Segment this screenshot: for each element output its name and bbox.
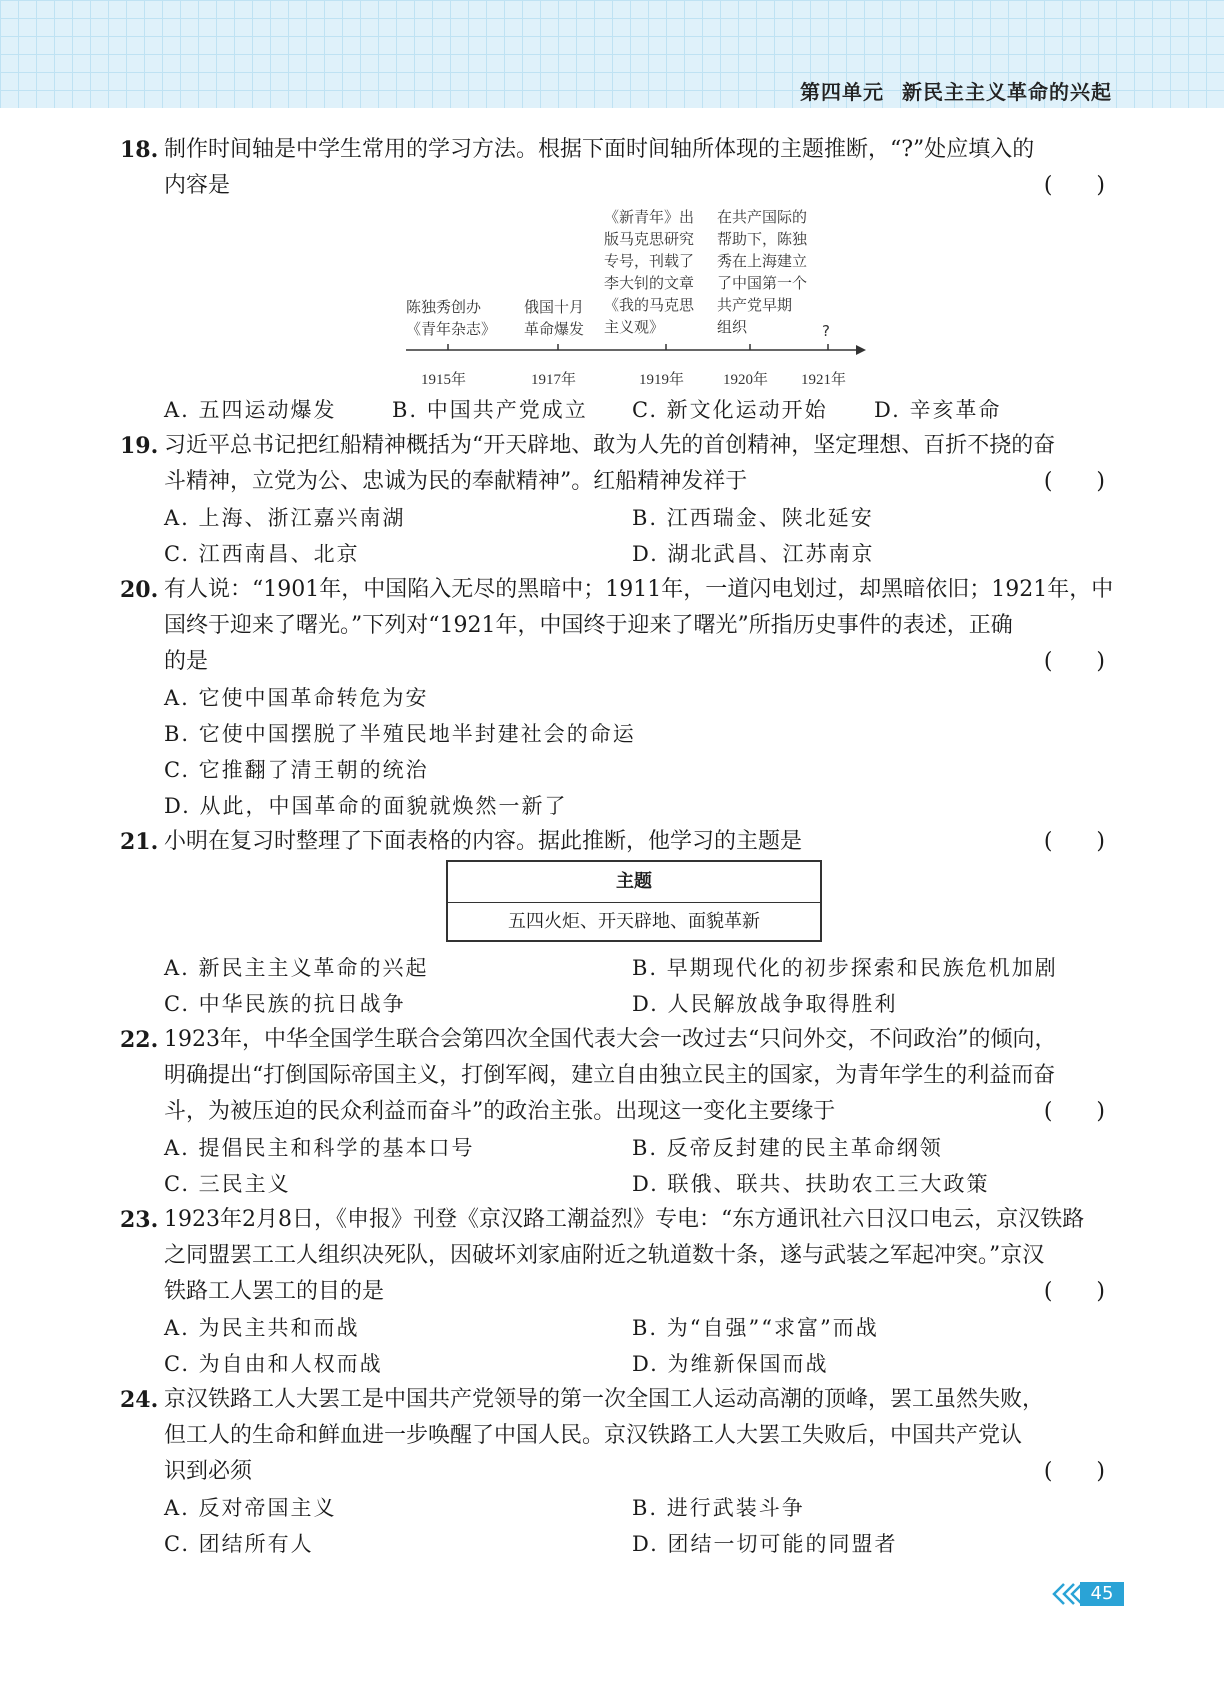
page-number: 45 <box>1080 1582 1124 1606</box>
question-number: 20. <box>120 577 159 603</box>
option-a[interactable]: A. 反对帝国主义 <box>164 1496 337 1520</box>
unit-title <box>800 76 1112 105</box>
option-d[interactable]: D. 团结一切可能的同盟者 <box>632 1532 898 1556</box>
question-22 <box>120 1022 1105 1130</box>
question-text: 制作时间轴是中学生常用的学习方法。根据下面时间轴所体现的主题推断，“?”处应填入的 <box>164 137 1035 162</box>
option-a[interactable]: A. 它使中国革命转危为安 <box>164 686 429 710</box>
question-text: 斗，为被压迫的民众利益而奋斗”的政治主张。出现这一变化主要缘于 <box>164 1099 836 1124</box>
timeline-label-1915: 陈独秀创办 《青年杂志》 <box>406 298 497 338</box>
question-18 <box>120 132 1105 204</box>
question-text: 但工人的生命和鲜血进一步唤醒了中国人民。京汉铁路工人大罢工失败后，中国共产党认 <box>164 1423 1023 1448</box>
option-d[interactable]: D. 人民解放战争取得胜利 <box>632 992 898 1016</box>
question-text: 1923年2月8日，《申报》刊登《京汉路工潮益烈》专电：“东方通讯社六日汉口电云，京汉铁路 <box>164 1207 1085 1232</box>
question-number: 19. <box>120 433 159 459</box>
option-b[interactable]: B. 中国共产党成立 <box>392 398 588 422</box>
option-a[interactable]: A. 提倡民主和科学的基本口号 <box>164 1136 475 1160</box>
question-text: 国终于迎来了曙光。”下列对“1921年，中国终于迎来了曙光”所指历史事件的表述，正确 <box>164 613 1013 638</box>
timeline-year: 1919年 <box>639 372 685 388</box>
timeline-label-unknown: ? <box>822 322 830 340</box>
table-header: 主题 <box>448 862 820 903</box>
answer-blank[interactable]: ( ) <box>1043 173 1105 198</box>
option-d[interactable]: D. 湖北武昌、江苏南京 <box>632 542 875 566</box>
unit-number: 第四单元 <box>800 80 884 104</box>
timeline-year: 1917年 <box>531 372 577 388</box>
answer-blank[interactable]: ( ) <box>1043 1099 1105 1124</box>
answer-blank[interactable]: ( ) <box>1043 649 1105 674</box>
question-text: 铁路工人罢工的目的是 <box>164 1279 385 1304</box>
option-c[interactable]: C. 新文化运动开始 <box>632 398 828 422</box>
option-c[interactable]: C. 为自由和人权而战 <box>164 1352 383 1376</box>
option-b[interactable]: B. 为“自强”“求富”而战 <box>632 1316 879 1340</box>
question-19 <box>120 428 1105 500</box>
question-text: 斗精神，立党为公、忠诚为民的奉献精神”。红船精神发祥于 <box>164 469 748 494</box>
timeline-year: 1915年 <box>421 372 467 388</box>
timeline-axis <box>400 340 870 360</box>
option-b[interactable]: B. 江西瑞金、陕北延安 <box>632 506 874 530</box>
question-text: 习近平总书记把红船精神概括为“开天辟地、敢为人先的首创精神，坚定理想、百折不挠的奋 <box>164 433 1056 458</box>
option-d[interactable]: D. 从此，中国革命的面貌就焕然一新了 <box>164 794 568 818</box>
question-text: 的是 <box>164 649 209 674</box>
question-text: 小明在复习时整理了下面表格的内容。据此推断，他学习的主题是 <box>164 829 803 854</box>
question-text: 明确提出“打倒国际帝国主义，打倒军阀，建立自由独立民主的国家，为青年学生的利益而奋 <box>164 1063 1056 1088</box>
question-text: 京汉铁路工人大罢工是中国共产党领导的第一次全国工人运动高潮的顶峰，罢工虽然失败， <box>164 1387 1045 1412</box>
question-number: 21. <box>120 829 159 855</box>
option-d[interactable]: D. 联俄、联共、扶助农工三大政策 <box>632 1172 990 1196</box>
option-b[interactable]: B. 进行武装斗争 <box>632 1496 805 1520</box>
question-23 <box>120 1202 1105 1310</box>
option-b[interactable]: B. 它使中国摆脱了半殖民地半封建社会的命运 <box>164 722 636 746</box>
question-number: 22. <box>120 1027 159 1053</box>
option-d[interactable]: D. 辛亥革命 <box>874 398 1002 422</box>
question-text: 1923年，中华全国学生联合会第四次全国代表大会一改过去“只问外交，不问政治”的倾向， <box>164 1027 1057 1052</box>
option-a[interactable]: A. 五四运动爆发 <box>164 398 337 422</box>
answer-blank[interactable]: ( ) <box>1043 1279 1105 1304</box>
option-b[interactable]: B. 早期现代化的初步探索和民族危机加剧 <box>632 956 1058 980</box>
timeline-label-1919: 《新青年》出 版马克思研究 专号，刊载了 李大钊的文章 《我的马克思 主义观》 <box>604 208 695 336</box>
timeline-label-1917: 俄国十月 革命爆发 <box>524 298 585 338</box>
question-text: 内容是 <box>164 173 231 198</box>
option-a[interactable]: A. 新民主主义革命的兴起 <box>164 956 429 980</box>
option-b[interactable]: B. 反帝反封建的民主革命纲领 <box>632 1136 943 1160</box>
timeline-year: 1921年 <box>801 372 847 388</box>
option-c[interactable]: C. 团结所有人 <box>164 1532 314 1556</box>
question-21 <box>120 824 1105 860</box>
table-cell: 五四火炬、开天辟地、面貌革新 <box>508 911 760 932</box>
timeline-year: 1920年 <box>723 372 769 388</box>
answer-blank[interactable]: ( ) <box>1043 469 1105 494</box>
answer-blank[interactable]: ( ) <box>1043 1459 1105 1484</box>
option-c[interactable]: C. 中华民族的抗日战争 <box>164 992 406 1016</box>
option-c[interactable]: C. 三民主义 <box>164 1172 291 1196</box>
question-20 <box>120 572 1114 680</box>
option-c[interactable]: C. 它推翻了清王朝的统治 <box>164 758 429 782</box>
question-text: 识到必须 <box>164 1459 253 1484</box>
chevron-left-icon <box>1050 1582 1082 1606</box>
question-text: 之同盟罢工工人组织决死队，因破坏刘家庙附近之轨道数十条，遂与武装之军起冲突。”京汉 <box>164 1243 1045 1268</box>
question-number: 24. <box>120 1387 159 1413</box>
theme-table <box>446 860 822 942</box>
question-number: 18. <box>120 137 159 163</box>
unit-name: 新民主主义革命的兴起 <box>902 80 1112 104</box>
option-a[interactable]: A. 为民主共和而战 <box>164 1316 360 1340</box>
answer-blank[interactable]: ( ) <box>1043 829 1105 854</box>
option-a[interactable]: A. 上海、浙江嘉兴南湖 <box>164 506 406 530</box>
timeline-label-1920: 在共产国际的 帮助下，陈独 秀在上海建立 了中国第一个 共产党早期 组织 <box>717 208 808 336</box>
question-24 <box>120 1382 1105 1490</box>
question-text: 有人说：“1901年，中国陷入无尽的黑暗中；1911年，一道闪电划过，却黑暗依旧；1921年，中 <box>164 577 1114 602</box>
option-c[interactable]: C. 江西南昌、北京 <box>164 542 360 566</box>
option-d[interactable]: D. 为维新保国而战 <box>632 1352 829 1376</box>
question-number: 23. <box>120 1207 159 1233</box>
